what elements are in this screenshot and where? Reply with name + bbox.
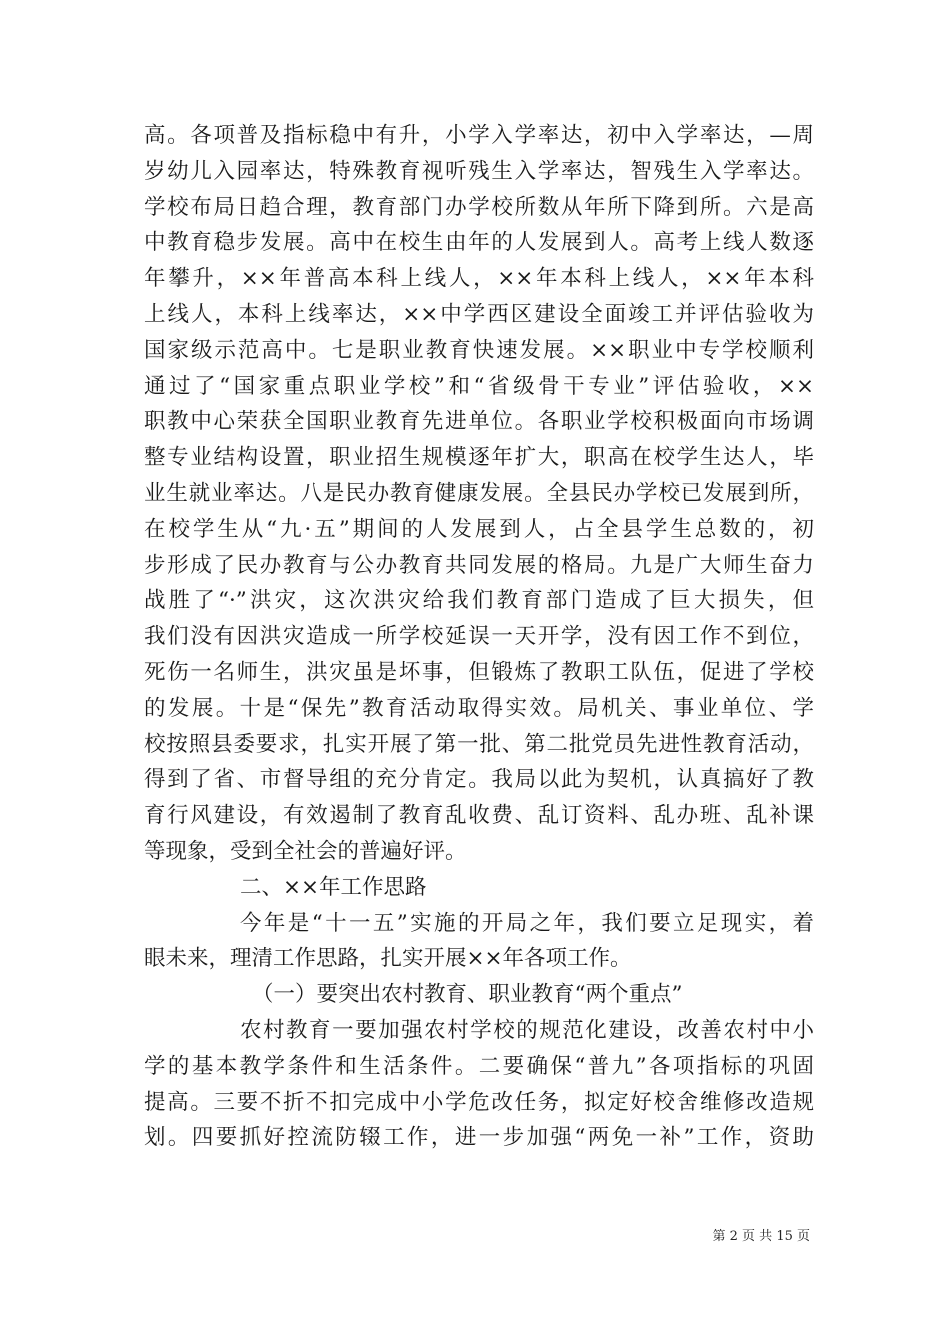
section-heading: 二、××年工作思路 bbox=[240, 874, 427, 900]
body-text bbox=[144, 118, 814, 1156]
paragraph-line: 上线人，本科上线率达，××中学西区建设全面竣工并评估验收为 bbox=[144, 301, 814, 327]
intro-line-last: 眼未来，理清工作思路，扎实开展××年各项工作。 bbox=[144, 946, 632, 972]
paragraph-line: 高。各项普及指标稳中有升，小学入学率达，初中入学率达，—周 bbox=[144, 123, 814, 148]
intro-line: 今年是“十一五”实施的开局之年，我们要立足现实，着 bbox=[240, 910, 814, 936]
page-footer: 第 2 页 共 15 页 bbox=[712, 1229, 810, 1244]
paragraph-line: 通过了“国家重点职业学校”和“省级骨干专业”评估验收，×× bbox=[144, 373, 814, 399]
paragraph-line: 学校布局日趋合理，教育部门办学校所数从年所下降到所。六是高 bbox=[144, 194, 814, 220]
paragraph-line: 年攀升，××年普高本科上线人，××年本科上线人，××年本科 bbox=[144, 266, 814, 292]
rural-line: 学的基本教学条件和生活条件。二要确保“普九”各项指标的巩固 bbox=[144, 1053, 814, 1079]
paragraph-line: 得到了省、市督导组的充分肯定。我局以此为契机，认真搞好了教 bbox=[144, 767, 814, 793]
paragraph-line: 在校学生从“九·五”期间的人发展到人，占全县学生总数的，初 bbox=[144, 516, 814, 542]
subsection-heading: （一）要突出农村教育、职业教育“两个重点” bbox=[252, 982, 683, 1008]
paragraph-line-last: 等现象，受到全社会的普遍好评。 bbox=[144, 838, 467, 864]
paragraph-line: 岁幼儿入园率达，特殊教育视听残生入学率达，智残生入学率达。 bbox=[144, 158, 814, 184]
rural-line: 提高。三要不折不扣完成中小学危改任务，拟定好校舍维修改造规 bbox=[144, 1089, 814, 1115]
paragraph-line: 中教育稳步发展。高中在校生由年的人发展到人。高考上线人数逐 bbox=[144, 230, 814, 256]
paragraph-line: 死伤一名师生，洪灾虽是坏事，但锻炼了教职工队伍，促进了学校 bbox=[144, 659, 814, 685]
paragraph-line: 战胜了“·”洪灾，这次洪灾给我们教育部门造成了巨大损失，但 bbox=[144, 588, 814, 614]
paragraph-line: 我们没有因洪灾造成一所学校延误一天开学，没有因工作不到位， bbox=[144, 624, 814, 650]
paragraph-line: 育行风建设，有效遏制了教育乱收费、乱订资料、乱办班、乱补课 bbox=[144, 803, 814, 829]
paragraph-line: 的发展。十是“保先”教育活动取得实效。局机关、事业单位、学 bbox=[144, 695, 814, 721]
paragraph-line: 职教中心荣获全国职业教育先进单位。各职业学校积极面向市场调 bbox=[144, 409, 814, 435]
paragraph-line: 校按照县委要求，扎实开展了第一批、第二批党员先进性教育活动， bbox=[144, 731, 814, 757]
paragraph-line: 整专业结构设置，职业招生规模逐年扩大，职高在校学生达人，毕 bbox=[144, 445, 814, 471]
paragraph-line: 业生就业率达。八是民办教育健康发展。全县民办学校已发展到所， bbox=[144, 480, 814, 506]
paragraph-line: 国家级示范高中。七是职业教育快速发展。××职业中专学校顺利 bbox=[144, 337, 814, 363]
rural-line: 划。四要抓好控流防辍工作，进一步加强“两免一补”工作，资助 bbox=[144, 1125, 814, 1151]
rural-line: 农村教育一要加强农村学校的规范化建设，改善农村中小 bbox=[240, 1017, 814, 1043]
paragraph-line: 步形成了民办教育与公办教育共同发展的格局。九是广大师生奋力 bbox=[144, 552, 814, 578]
